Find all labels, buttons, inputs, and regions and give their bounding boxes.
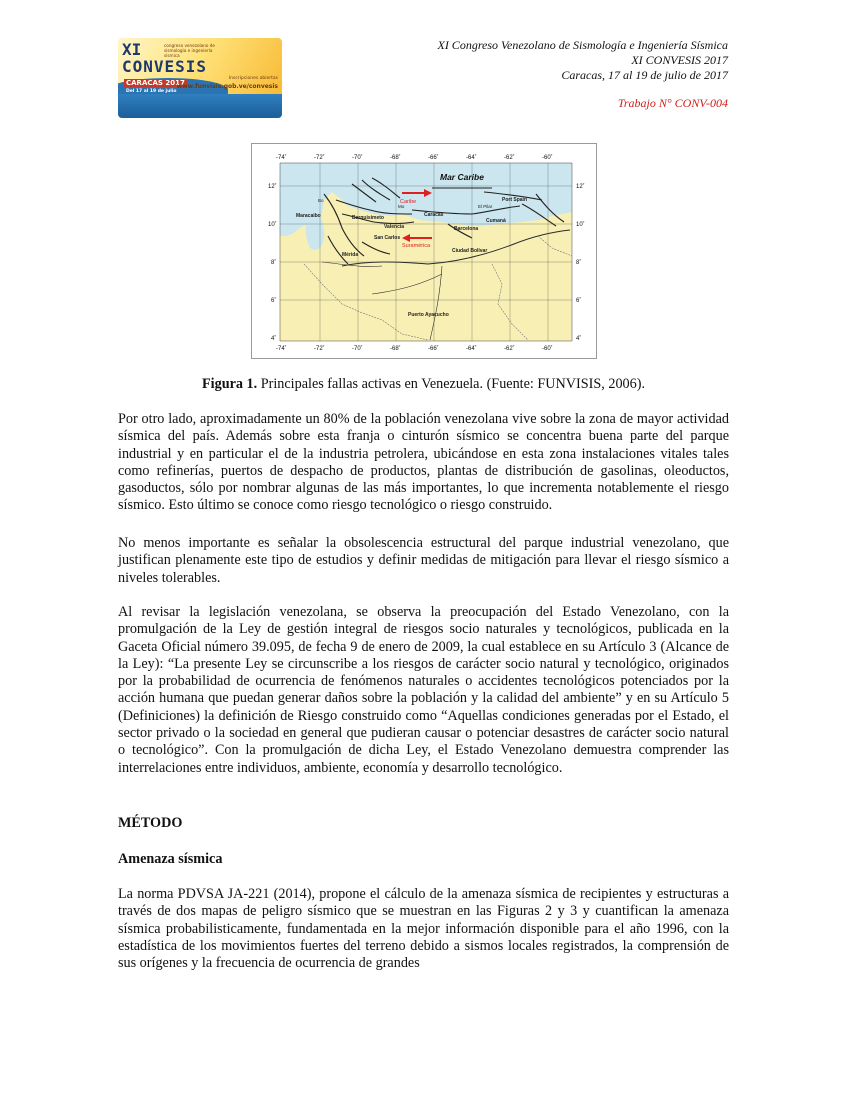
lat-labels-left [268,183,277,342]
logo-dates: Del 17 al 19 de julio [126,89,177,94]
conference-header [437,38,728,83]
svg-text:8˚: 8˚ [271,260,277,266]
svg-text:-60˚: -60˚ [542,155,553,161]
city-ciudad-bolivar: Ciudad Bolívar [452,248,488,254]
svg-text:4˚: 4˚ [576,336,582,342]
svg-text:-68˚: -68˚ [390,346,401,352]
svg-text:-74˚: -74˚ [276,155,287,161]
svg-text:10˚: 10˚ [576,222,585,228]
logo-registration: Inscripciones abiertas [228,76,278,81]
sudamerica-plate-label: Suramérica [402,243,431,249]
paragraph-1: Por otro lado, aproximadamente un 80% de la población venezolana vive sobre la zona de mayor actividad sísmica del país. Además sobre esta franja o cinturón sísmico se concentra buena parte del parque industrial y en particular el de la industria petrolera, ubicándose en esta zona instalaciones vitales tales como refinerías, puertos de despacho de productos, plantas de distribución de gasolinas, oleoductos, gasoductos, sólo por nombrar algunas de las más importantes, lo que incrementa notablemente el riesgo sísmico. Esto último se conoce como riesgo tecnológico o riesgo construido. [118,411,729,514]
svg-text:10˚: 10˚ [268,222,277,228]
city-maracaibo: Maracaibo [296,213,321,219]
svg-text:6˚: 6˚ [576,298,582,304]
sea-label: Mar Caribe [440,172,484,182]
city-san-carlos: San Carlos [374,235,401,241]
figure-caption [118,376,729,393]
logo-url: www.funvisis.gob.ve/convesis [176,83,278,90]
svg-text:-72˚: -72˚ [314,346,325,352]
city-caracas: Caracas [424,212,444,218]
svg-text:-64˚: -64˚ [466,155,477,161]
paragraph-3: Al revisar la legislación venezolana, se observa la preocupación del Estado Venezolano, con la promulgación de la Ley de gestión integral de riesgos socio naturales y tecnológicos, publicada en la Gaceta Oficial número 39.095, de fecha 9 de enero de 2009, la cual establece en su Artículo 3 (Alcance de la Ley): “La presente Ley se circunscribe a los riesgos de carácter socio natural y tecnológico, originados por la probabilidad de ocurrencia de fenómenos naturales o accidentes tecnológicos potenciados por la acción humana que puedan generar daños sobre la población y la calidad del ambiente” y en su Artículo 5 (Definiciones) la definición de Riesgo construido como “Aquellas condiciones generadas por el Estado, el sector privado o la sociedad en general que pudieran causar o potenciar desastres de carácter socio natural o tecnológico”. Con la promulgación de dicha Ley, el Estado Venezolano demuestra comprender las interrelaciones entre individuos, ambiente, economía y desarrollo tecnológico. [118,604,729,776]
city-merida: Mérida [342,252,359,258]
conference-edition: XI CONVESIS 2017 [631,53,728,67]
svg-text:-66˚: -66˚ [428,346,439,352]
fault-bo: Bo [318,198,324,203]
section-heading-metodo: MÉTODO [118,815,183,831]
svg-text:6˚: 6˚ [271,298,277,304]
logo-roman-numeral: XI [122,40,142,59]
logo-sea [118,94,282,118]
city-port-spain: Port Spain [502,197,528,203]
logo-city: CARACAS 2017 [126,79,185,87]
svg-text:-74˚: -74˚ [276,346,287,352]
subsection-heading-amenaza: Amenaza sísmica [118,851,223,867]
city-valencia: Valencia [384,224,405,230]
lat-labels-right [576,183,585,342]
logo-subtitle: congreso venezolano de sismología e ingeniería sísmica [164,43,216,58]
svg-text:-68˚: -68˚ [390,155,401,161]
paragraph-2: No menos importante es señalar la obsolescencia estructural del parque industrial venezolano, que justifican plenamente este tipo de estudios y definir medidas de mitigación para llevar el riesgo sísmico a niveles tolerables. [118,535,729,586]
fault-el-pilar: El Pilar [478,204,493,209]
svg-text:-70˚: -70˚ [352,155,363,161]
convesis-logo [118,38,282,118]
lon-labels-bottom [276,345,553,352]
paper-number: Trabajo N° CONV-004 [617,96,728,110]
svg-text:-70˚: -70˚ [352,346,363,352]
svg-text:12˚: 12˚ [576,184,585,190]
svg-text:8˚: 8˚ [576,260,582,266]
svg-text:12˚: 12˚ [268,184,277,190]
city-barquisimeto: Barquisimeto [352,215,384,221]
paragraph-4: La norma PDVSA JA-221 (2014), propone el cálculo de la amenaza sísmica de recipientes y estructuras a través de dos mapas de peligro sísmico que se muestran en las Figuras 2 y 3 y cuantifican la amenaza sísmica probabilisticamente, fundamentada en la mejor información disponible para el año 1996, con la estadística de los movimientos fuertes del terreno debido a sismos locales registrados, la comprensión de sus orígenes y la frecuencia de ocurrencia de grandes [118,886,729,972]
city-puerto-ayacucho: Puerto Ayacucho [408,312,449,318]
svg-text:-64˚: -64˚ [466,346,477,352]
figure-label: Figura 1. [202,376,258,392]
lon-labels-top [276,154,553,161]
svg-text:4˚: 4˚ [271,336,277,342]
fault-map [252,144,596,358]
svg-text:-66˚: -66˚ [428,155,439,161]
city-cumana: Cumaná [486,218,506,224]
conference-title: XI Congreso Venezolano de Sismología e Ingeniería Sísmica [437,38,728,52]
fault-map-figure [251,143,597,359]
logo-name: CONVESIS [122,57,208,76]
city-barcelona: Barcelona [454,226,479,232]
caribe-plate-label: Caribe [400,199,417,205]
fault-mo: Mo [398,204,405,209]
figure-caption-text: Principales fallas activas en Venezuela. (Fuente: FUNVISIS, 2006). [257,376,645,392]
svg-text:-60˚: -60˚ [542,346,553,352]
svg-text:-72˚: -72˚ [314,155,325,161]
svg-text:-62˚: -62˚ [504,155,515,161]
svg-text:-62˚: -62˚ [504,346,515,352]
conference-dates: Caracas, 17 al 19 de julio de 2017 [561,68,728,82]
